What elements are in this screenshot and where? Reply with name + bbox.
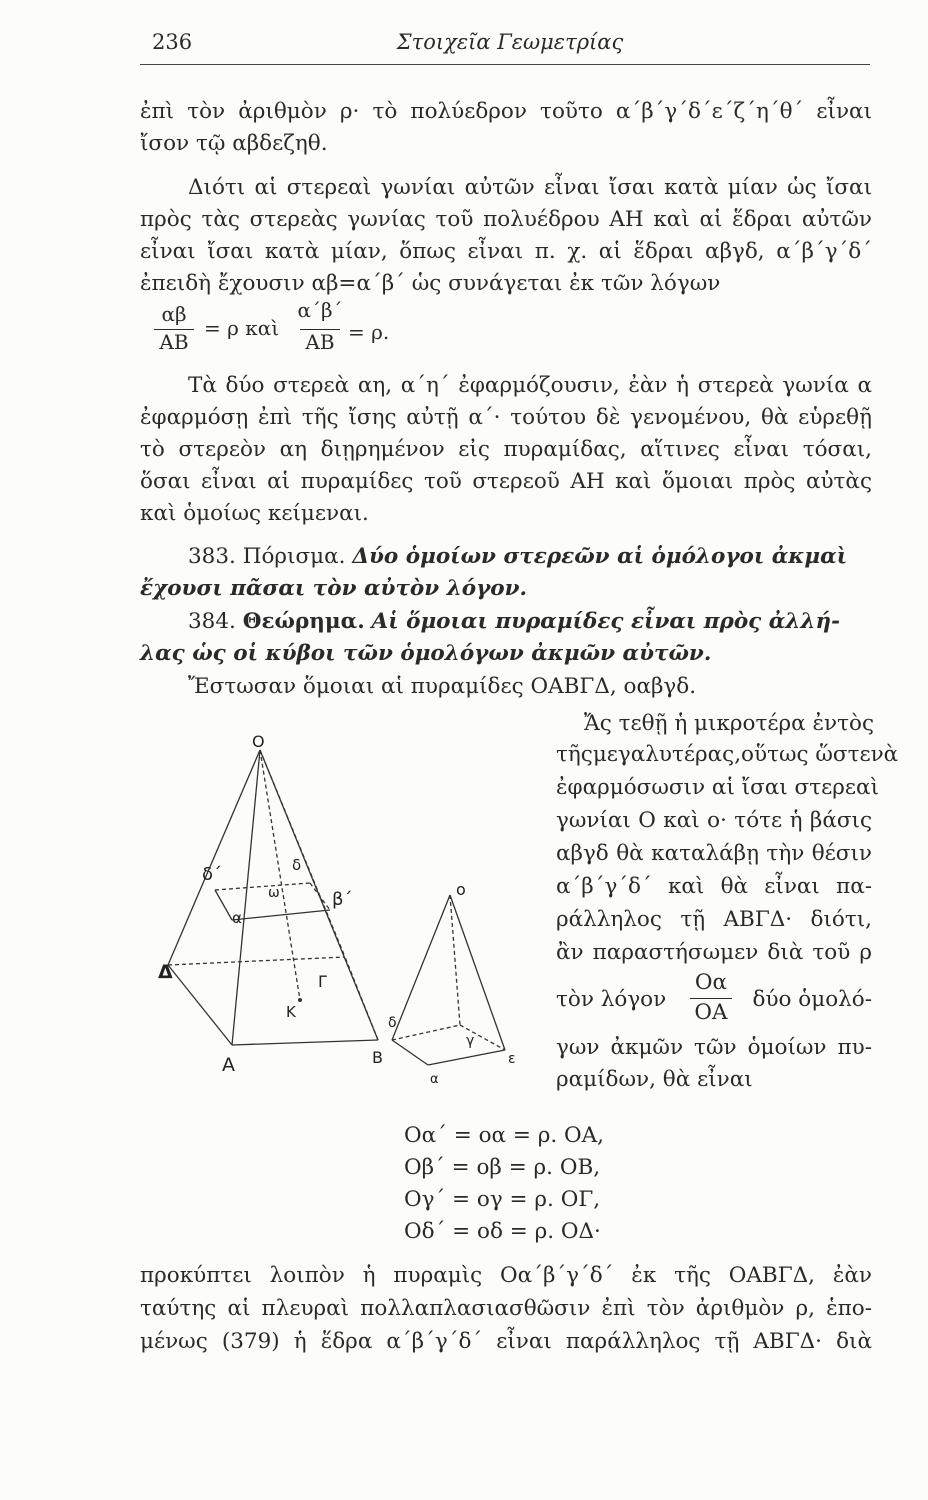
label-delta: δ [292, 856, 302, 874]
label-Delta: Δ [158, 961, 173, 983]
label-O: O [252, 732, 265, 751]
text-line: ἐπὶ τὸν ἀριθμὸν ρ· τὸ πολύεδρον τοῦτο α΄β΄γ΄δ΄ε΄ζ΄η΄θ΄ εἶναι [140, 99, 872, 124]
equation: Οδ΄ = οδ = ρ. ΟΔ· [404, 1219, 601, 1244]
text-line: Τὰ δύο στερεὰ αη, α΄η΄ ἐφαρμόζουσιν, ἐὰν ἡ στερεὰ γωνία α [188, 373, 872, 398]
text-line: εἶναι ἴσαι κατὰ μίαν, ὅπως εἶναι π. χ. αἱ ἕδραι αβγδ, α΄β΄γ΄δ΄ [140, 239, 872, 264]
label-alpha-small: α [430, 1072, 439, 1087]
text-line: τῆςμεγαλυτέρας,οὕτως ὥστενὰ [556, 742, 899, 767]
text-line: ἔχουσι πᾶσαι τὸν αὐτὸν λόγον. [140, 576, 528, 601]
text-line: Ἔστωσαν ὅμοιαι αἱ πυραμίδες ΟΑΒΓΔ, οαβγδ. [188, 674, 697, 699]
text-line: ἐπειδὴ ἔχουσιν αβ=α΄β΄ ὡς συνάγεται ἐκ τῶν λόγων [140, 271, 721, 296]
text-line: ράλληλος τῇ ΑΒΓΔ· διότι, [556, 907, 872, 932]
section-heading: Πόρισμα. [242, 544, 346, 569]
text-line: δύο ὁμολό- [752, 987, 872, 1012]
label-gamma-small: γ [466, 1033, 475, 1049]
text-line: ὅσαι εἶναι αἱ πυραμίδες τοῦ στερεοῦ ΑΗ καὶ ὅμοιαι πρὸς αὐτὰς [140, 469, 872, 494]
text-line: ἂν παραστήσωμεν διὰ τοῦ ρ [556, 940, 872, 965]
label-B: B [372, 1048, 383, 1067]
formula-ratio [150, 298, 410, 362]
label-omega: ω [268, 885, 280, 901]
text-line: καὶ ὁμοίως κείμεναι. [140, 501, 369, 526]
fraction-denominator: ΑΒ [159, 330, 189, 354]
formula-text: = ρ. [348, 320, 390, 344]
label-delta-prime: δ΄ [202, 864, 223, 885]
section-heading: Θεώρημα. [242, 609, 365, 634]
theorem-statement: Αἱ ὅμοιαι πυραμίδες εἶναι πρὸς ἀλλή- [371, 609, 841, 634]
page-header [150, 30, 870, 60]
label-delta-small: δ [388, 1015, 397, 1031]
text-line: ραμίδων, θὰ εἶναι [556, 1067, 753, 1092]
point-k [298, 998, 302, 1002]
label-o-small: ο [456, 880, 466, 899]
text-line: Ἄς τεθῇ ἡ μικροτέρα ἐντὸς [584, 711, 874, 736]
theorem-384 [140, 608, 872, 636]
text-line: μένως (379) ἡ ἕδρα α΄β΄γ΄δ΄ εἶναι παράλληλος τῇ ΑΒΓΔ· διὰ [140, 1329, 872, 1354]
equation: Οα΄ = οα = ρ. ΟΑ, [404, 1123, 605, 1148]
pyramid-figure [158, 732, 540, 1135]
running-title: Στοιχεῖα Γεωμετρίας [396, 30, 624, 54]
label-alpha-prime: α [232, 909, 242, 927]
header-rule [140, 64, 870, 65]
fraction-numerator: αβ [161, 302, 187, 326]
fraction-denominator: ΟΑ [694, 1000, 728, 1025]
label-K: K [286, 1003, 296, 1021]
corollary-statement: Δύο ὁμοίων στερεῶν αἱ ὁμόλογοι ἀκμαὶ [352, 544, 848, 569]
fraction-bar [690, 998, 732, 999]
text-line: τὸν λόγον [556, 987, 667, 1012]
text-line: πρὸς τὰς στερεὰς γωνίας τοῦ πολυέδρου ΑΗ καὶ αἱ ἕδραι αὐτῶν [140, 207, 872, 232]
text-line: προκύπτει λοιπὸν ἡ πυραμὶς Οα΄β΄γ΄δ΄ ἐκ τῆς ΟΑΒΓΔ, ἐὰν [140, 1263, 872, 1288]
text-line: ἴσον τῷ αβδεζηθ. [140, 131, 328, 156]
corollary-383 [140, 543, 872, 571]
text-line: ἐφαρμόσωσιν αἱ ἴσαι στερεαὶ [556, 775, 879, 800]
section-number: 383. [188, 544, 236, 569]
text-line: γων ἀκμῶν τῶν ὁμοίων πυ- [556, 1035, 872, 1060]
label-beta-small: ε [508, 1051, 516, 1067]
equation: Ογ΄ = ογ = ρ. ΟΓ, [404, 1187, 601, 1212]
text-line: τὸ στερεὸν αη διῃρημένον εἰς πυραμίδας, αἵτινες εἶναι τόσαι, [140, 437, 872, 462]
fraction-numerator: Οα [694, 970, 728, 995]
text-line: γωνίαι Ο καὶ ο· τότε ἡ βάσις [556, 808, 872, 833]
fraction-numerator: α΄β΄ [297, 298, 343, 322]
equation: Οβ΄ = οβ = ρ. ΟΒ, [404, 1155, 601, 1180]
text-line: αβγδ θὰ καταλάβῃ τὴν θέσιν [556, 841, 872, 866]
page-number: 236 [152, 30, 193, 54]
label-Gamma: Γ [318, 972, 327, 991]
fraction-denominator: ΑΒ [305, 330, 335, 354]
text-line: α΄β΄γ΄δ΄ καὶ θὰ εἶναι πα- [556, 874, 872, 899]
text-line: Διότι αἱ στερεαὶ γωνίαι αὐτῶν εἶναι ἴσαι κατὰ μίαν ὡς ἴσαι [188, 175, 872, 200]
section-number: 384. [188, 609, 236, 634]
text-line: ἐφαρμόσῃ ἐπὶ τῆς ἴσης αὐτῇ α΄· τούτου δὲ γενομένου, θὰ εὑρεθῇ [140, 405, 872, 430]
label-A: A [222, 1054, 235, 1076]
text-line: ταύτης αἱ πλευραὶ πολλαπλασιασθῶσιν ἐπὶ τὸν ἀριθμὸν ρ, ἑπο- [140, 1296, 872, 1321]
label-beta-prime: β΄ [332, 889, 353, 910]
text-line: λας ὡς οἱ κύβοι τῶν ὁμολόγων ἀκμῶν αὐτῶν. [140, 641, 712, 666]
formula-text: = ρ καὶ [204, 316, 280, 340]
ratio-line [556, 970, 872, 1028]
